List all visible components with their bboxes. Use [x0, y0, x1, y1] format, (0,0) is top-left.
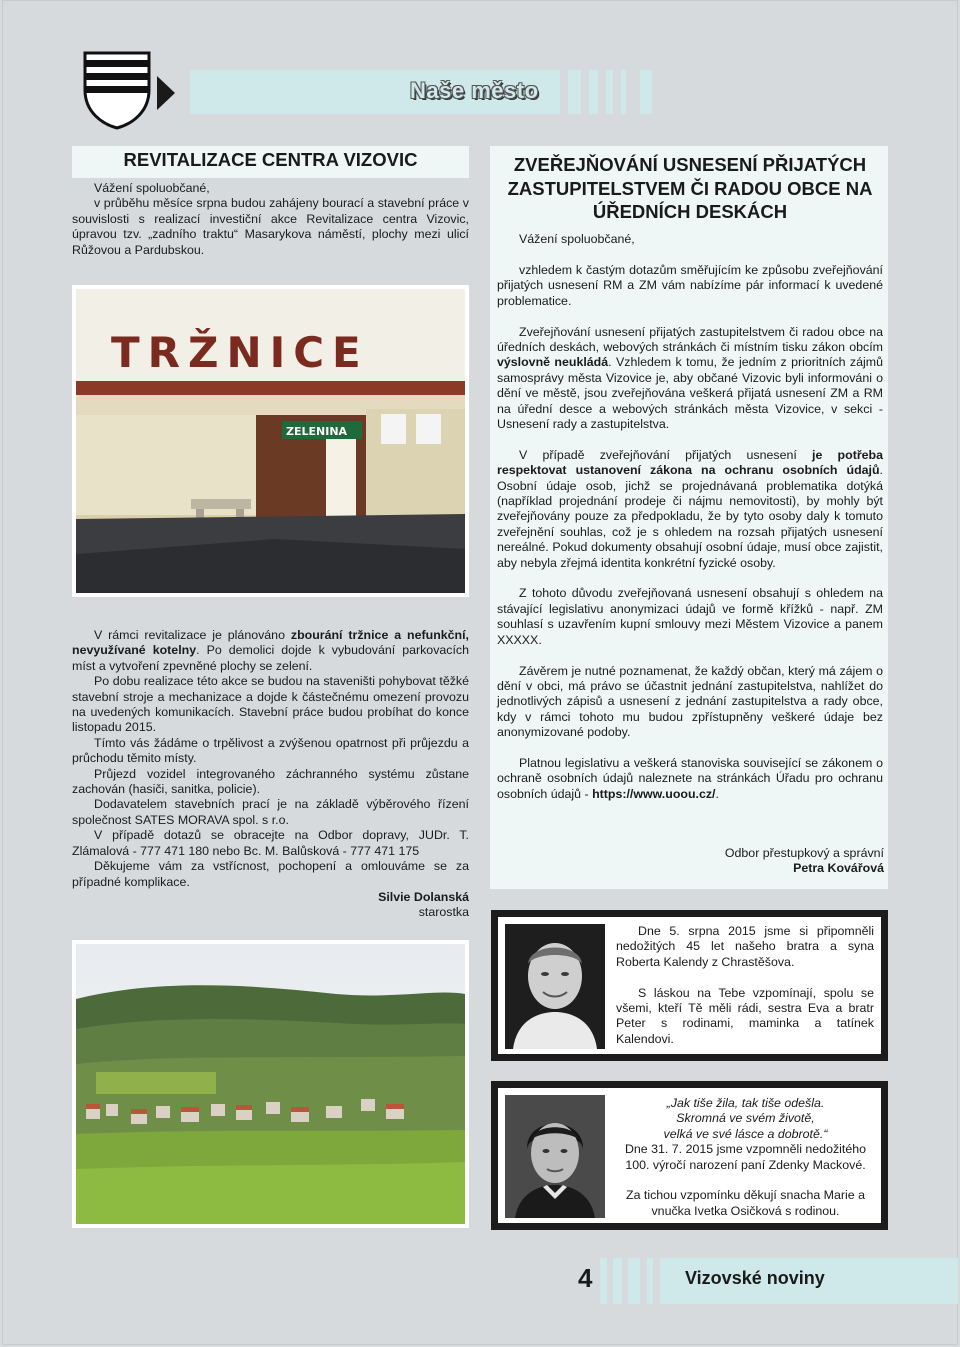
right-p3-text-end: . Osobní údaje osob, jichž se projednávaná problematika dotýká (například projednání prodeje či nájmu nemovitosti), by mohly být zveřejňovány pouze za předpokladu, že by tyto osoby daly k tomuto zveřejnění souhlas, což je s ohledem na rozsah přijatých usnesení nereálné. Pokud dokumenty obsahují osobní údaje, musí obce zajistit, aby nebyla zřejmá identita konkrétní fyzické osoby.: [497, 463, 883, 570]
left-p3: Tímto vás žádáme o trpělivost a zvýšenou opatrnost při průjezdu a průchodu těmito místy.: [72, 735, 469, 766]
left-p1-text: V rámci revitalizace je plánováno: [94, 628, 291, 642]
left-p1-text-end: . Po demolici dojde k vybudování parkovacích míst a vytvoření zpevněné plochy se zelení.: [72, 643, 469, 673]
right-p6-text: Platnou legislativu a veškerá stanoviska související se zákonem o ochraně osobních údajů naleznete na stránkách Úřadu pro ochranu osobních údajů -: [497, 755, 883, 801]
header-stripe: [640, 70, 652, 114]
left-p1-bold: zbourání tržnice a nefunkční, nevyužívané kotelny: [72, 628, 469, 658]
memorial-1-text: [616, 924, 874, 1047]
right-p1: vzhledem k častým dotazům směřujícím ke způsobu zveřejňování přijatých usnesení RM a ZM vám nabízíme pár informací k uvedené problematice.: [497, 263, 883, 308]
memorial-2-quote-1: „Jak tiše žila, tak tiše odešla.: [666, 1096, 825, 1110]
right-p6: [497, 756, 883, 802]
mayor-role: starostka: [418, 905, 469, 920]
right-article-body: [497, 263, 883, 818]
right-p5: Závěrem je nutné poznamenat, že každý občan, který má zájem o dění v obci, má právo se účastnit jednání zastupitelstva, nahlížet do jednotlivých zápisů a usnesení z jednání zastupitelstva a rady obce, kdy v rámci tohoto mu budou zpřístupněny veškeré údaje bez anonymizované podoby.: [497, 663, 883, 740]
signature-name: Petra Kovářová: [793, 861, 884, 876]
header-stripe: [589, 70, 598, 114]
header-arrow-icon: [157, 76, 175, 110]
left-p7: Děkujeme vám za vstřícnost, pochopení a omlouváme se za případné komplikace.: [72, 859, 469, 889]
town-landscape-photo: [72, 940, 469, 1228]
memorial-2-quote-3: velká ve své lásce a dobrotě.“: [663, 1126, 828, 1141]
photo-shop-sign: ZELENINA: [286, 425, 348, 438]
right-p4: Z tohoto důvodu zveřejňovaná usnesení obsahují s ohledem na stávající legislativu anonymizaci údajů ve formě křížků - např. ZM souhlasí s uzavřením kupní smlouvy mezi Městem Vizovice a panem XXXXX.: [497, 586, 883, 647]
left-article-title: REVITALIZACE CENTRA VIZOVIC: [123, 149, 418, 170]
footer-stripe: [647, 1258, 653, 1304]
town-landscape-image: [76, 944, 465, 1224]
memorial-2-p2: Za tichou vzpomínku děkují snacha Marie a vnučka Ivetka Osičková s rodinou.: [626, 1188, 865, 1218]
left-article-intro: [72, 181, 469, 258]
memorial-1-p2: S láskou na Tebe vzpomínají, spolu se všemi, kteří Tě měli rádi, sestra Eva a bratr Peter s rodinami, maminka a tatínek Kalendovi.: [616, 985, 874, 1046]
right-signature: [600, 846, 884, 877]
market-hall-photo: [72, 285, 469, 597]
market-hall-image: [76, 289, 465, 593]
portrait-photo-2: [505, 1095, 605, 1218]
portrait-photo-1: [505, 924, 605, 1049]
left-p1: [72, 628, 469, 674]
right-p6-text-end: .: [715, 786, 719, 801]
left-p2: Po dobu realizace této akce se budou na staveništi pohybovat těžké stavební stroje a mechanizace a dojde k částečnému omezení provozu na uvedených komunikacích. Stavební práce budou probíhat do konce listopadu 2015.: [72, 674, 469, 735]
photo-sign-text: TRŽNICE: [111, 328, 369, 377]
right-article-title: ZVEŘEJŇOVÁNÍ USNESENÍ PŘIJATÝCH ZASTUPITELSTVEM ČI RADOU OBCE NA ÚŘEDNÍCH DESKÁCH: [507, 154, 873, 222]
page-number: 4: [578, 1263, 593, 1293]
memorial-2-p1: Dne 31. 7. 2015 jsme vzpomněli nedožitého 100. výročí narození paní Zdenky Mackové.: [624, 1142, 867, 1172]
right-p2-bold: výslovně neukládá: [497, 355, 609, 370]
memorial-1-p1: Dne 5. srpna 2015 jsme si připomněli nedožitých 45 let našeho bratra a syna Roberta Kalendy z Chrastěšova.: [616, 924, 874, 969]
right-p2-text: Zveřejňování usnesení přijatých zastupitelstvem či radou obce na úředních deskách, webových stránkách či místním tisku zákon obcím: [497, 324, 883, 355]
mayor-name: Silvie Dolanská: [378, 890, 469, 904]
left-p6: V případě dotazů se obracejte na Odbor dopravy, JUDr. T. Zlámalová - 777 471 180 nebo Bc. M. Balůsková - 777 471 175: [72, 828, 469, 858]
right-p3-text: V případě zveřejňování přijatých usnesení: [519, 447, 813, 462]
left-signature: [300, 890, 469, 921]
header-stripe: [606, 70, 613, 114]
right-greeting-text: Vážení spoluobčané,: [519, 232, 635, 246]
memorial-2-quote-2: Skromná ve svém životě,: [676, 1111, 815, 1126]
right-p2: [497, 325, 883, 433]
portrait-image-1: [505, 924, 605, 1049]
town-crest-icon: [82, 50, 152, 130]
header-stripe: [621, 70, 626, 114]
footer-stripe: [600, 1258, 607, 1304]
memorial-2-text: [613, 1096, 878, 1219]
left-intro-paragraph: v průběhu měsíce srpna budou zahájeny bourací a stavební práce v souvislosti s realizací investiční akce Revitalizace centra Vizovic, úpravou tzv. „zadního traktu“ Masarykova náměstí, plochy mezi ulicí Růžovou a Pardubskou.: [72, 196, 469, 257]
left-p4: Průjezd vozidel integrovaného záchranného systému zůstane zachován (hasiči, sanitka, policie).: [72, 766, 469, 797]
right-greeting: [497, 232, 883, 247]
uoou-link[interactable]: https://www.uoou.cz/: [592, 786, 716, 801]
header-stripe: [568, 70, 581, 114]
right-p2-text-end: . Vzhledem k tomu, že jedním z prioritních zájmů samosprávy města Vizovice je, aby občané Vizovic byli informováni o dění ve městě, jsou zveřejňována veškerá přijatá usnesení ZM a RM na úřední desce a webových stránkách města Vizovice, v sekci - Usnesení rady a zastupitelstva.: [497, 355, 883, 432]
left-greeting: Vážení spoluobčané,: [94, 181, 210, 195]
signature-department: Odbor přestupkový a správní: [724, 846, 884, 860]
footer-stripe: [628, 1258, 640, 1304]
publication-name: Vizovské noviny: [685, 1268, 825, 1288]
portrait-image-2: [505, 1095, 605, 1218]
right-p3-bold: je potřeba respektovat ustanovení zákona na ochranu osobních údajů: [497, 447, 883, 478]
section-title: Naše město: [410, 78, 539, 103]
left-article-body: [72, 628, 469, 890]
footer-stripe: [613, 1258, 622, 1304]
right-p3: [497, 448, 883, 571]
left-p5: Dodavatelem stavebních prací je na základě výběrového řízení společnost SATES MORAVA spol. s r.o.: [72, 797, 469, 827]
